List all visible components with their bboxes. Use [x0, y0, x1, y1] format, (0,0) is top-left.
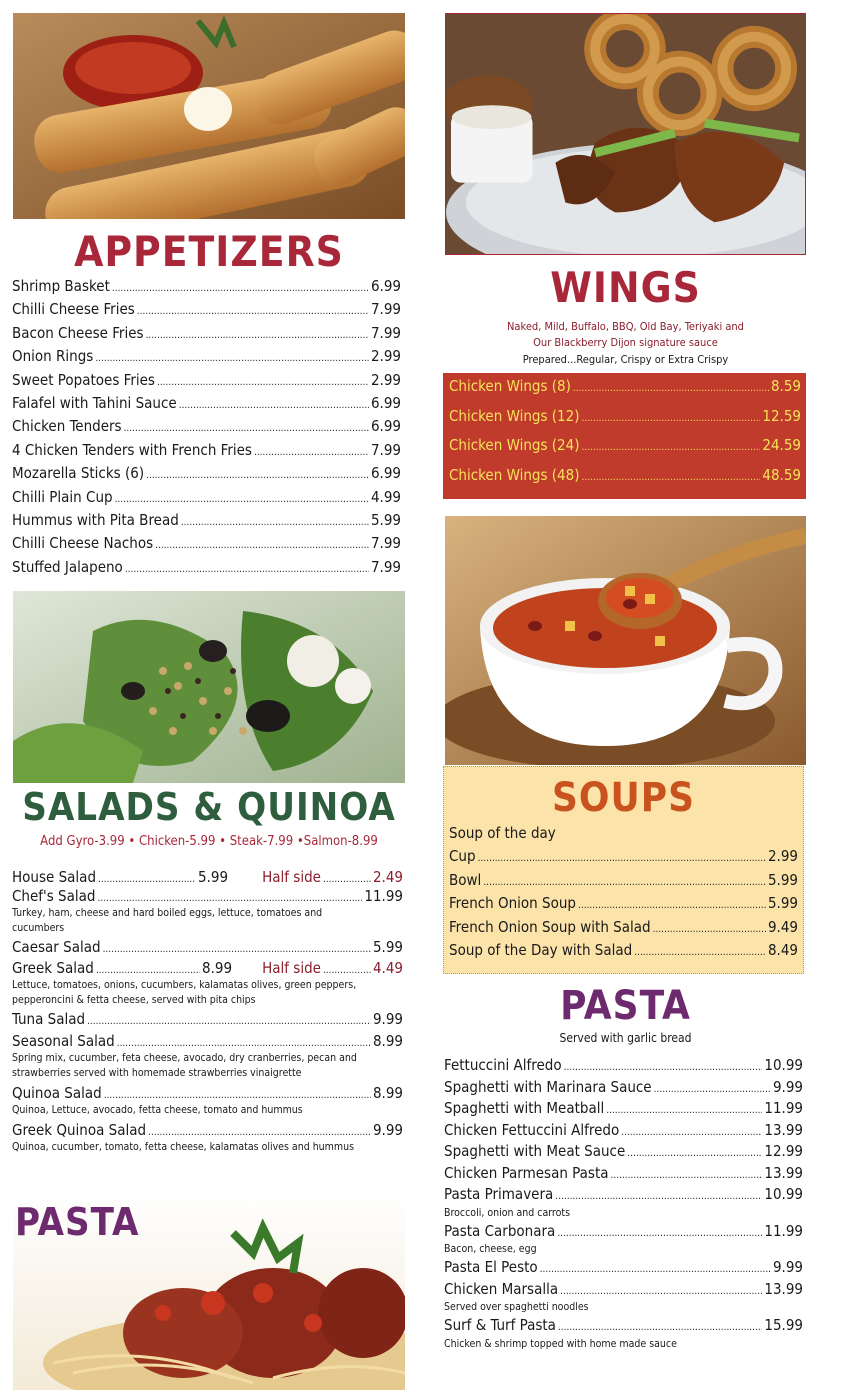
- appetizer-row: [12, 371, 401, 394]
- pasta-title: PASTA: [560, 983, 691, 1029]
- pasta-row-leader: [611, 1164, 763, 1182]
- salad-tuna: Tuna Salad ..... 9.99: [12, 1010, 403, 1029]
- appetizer-row: [12, 277, 401, 300]
- wings-row-name: Chicken Wings (12): [449, 406, 580, 425]
- appetizer-row-leader: [179, 394, 369, 412]
- salad-seasonal: Seasonal Salad ..... 8.99: [12, 1032, 403, 1051]
- appetizer-item: [12, 347, 401, 370]
- appetizer-item: [12, 558, 401, 581]
- pasta-row-name: Spaghetti with Meatball: [444, 1099, 605, 1117]
- pasta-row-leader: [564, 1056, 763, 1074]
- soup-row: [449, 871, 798, 894]
- pasta-row-price: 11.99: [764, 1221, 803, 1240]
- appetizer-item: [12, 441, 401, 464]
- salads-title: SALADS & QUINOA: [22, 785, 396, 829]
- wings-prepared: Prepared...Regular, Crispy or Extra Crispy: [522, 353, 729, 366]
- appetizer-row-price: 7.99: [370, 440, 401, 459]
- soup-row-name: French Onion Soup with Salad: [449, 917, 651, 936]
- pasta-row-name: Chicken Parmesan Pasta: [444, 1163, 609, 1182]
- pasta-row-name: Chicken Marsalla: [444, 1279, 559, 1298]
- appetizer-item: [12, 277, 401, 300]
- salad-photo: [13, 591, 405, 783]
- appetizer-item: [12, 511, 401, 534]
- appetizer-row-name: Onion Rings: [12, 347, 94, 366]
- pasta-row-leader: [557, 1222, 762, 1240]
- pasta-row: [444, 1280, 803, 1301]
- pasta-row-price: 9.99: [772, 1258, 803, 1276]
- soups-title: SOUPS: [551, 775, 695, 821]
- pasta-row-price: 10.99: [764, 1056, 803, 1074]
- wings-list: [449, 377, 801, 495]
- appetizer-row-price: 7.99: [370, 557, 401, 576]
- pasta-row-name: Pasta Carbonara: [444, 1221, 556, 1240]
- pasta-desc: Served over spaghetti noodles: [444, 1301, 589, 1313]
- appetizer-item: [12, 464, 401, 487]
- appetizer-row-price: 5.99: [370, 510, 401, 529]
- salad-caesar: Caesar Salad ..... 5.99: [12, 938, 403, 957]
- appetizer-row-price: 6.99: [370, 393, 401, 412]
- soup-row-price: 2.99: [767, 847, 798, 866]
- soup-of-day-label: Soup of the day: [449, 824, 556, 842]
- pasta-row-leader: [555, 1185, 762, 1203]
- appetizer-row-leader: [254, 441, 369, 459]
- salad-chefs-desc: Turkey, ham, cheese and hard boiled eggs, lettuce, tomatoes and cucumbers: [12, 907, 323, 934]
- appetizer-row-name: Sweet Popatoes Fries: [12, 370, 155, 389]
- pasta-row: [444, 1121, 803, 1142]
- salad-chefs: Chef's Salad ..... 11.99: [12, 887, 403, 906]
- soup-row-price: 8.49: [767, 940, 798, 959]
- salad-quinoa-desc: Quinoa, Lettuce, avocado, fetta cheese, tomato and hummus: [12, 1104, 303, 1116]
- appetizer-row-leader: [155, 534, 369, 552]
- appetizer-row-name: Mozarella Sticks (6): [12, 464, 145, 483]
- pasta-row-name: Chicken Fettuccini Alfredo: [444, 1120, 620, 1139]
- pasta-row-name: Spaghetti with Marinara Sauce: [444, 1077, 652, 1096]
- soup-row: [449, 847, 798, 870]
- soup-row-leader: [653, 918, 766, 936]
- appetizer-row: [12, 347, 401, 370]
- pasta-row-leader: [654, 1078, 771, 1096]
- soup-row-leader: [634, 941, 766, 959]
- appetizer-item: [12, 534, 401, 557]
- appetizer-row-leader: [95, 347, 369, 365]
- appetizer-row-price: 2.99: [370, 370, 401, 389]
- pasta-row-name: Fettuccini Alfredo: [444, 1056, 562, 1074]
- appetizers-list: [12, 277, 401, 581]
- appetizer-row: [12, 394, 401, 417]
- appetizer-row: [12, 534, 401, 557]
- appetizer-row-name: Chilli Cheese Fries: [12, 300, 135, 319]
- salads-addons: Add Gyro-3.99 • Chicken-5.99 • Steak-7.99 •Salmon-8.99: [40, 834, 378, 849]
- pasta-row-price: 9.99: [772, 1077, 803, 1096]
- salad-greek-quinoa: Greek Quinoa Salad ..... 9.99: [12, 1121, 403, 1140]
- pasta-row-price: 13.99: [764, 1279, 803, 1298]
- appetizer-row-name: Hummus with Pita Bread: [12, 510, 179, 529]
- appetizer-row: [12, 441, 401, 464]
- appetizer-row: [12, 300, 401, 323]
- appetizer-row-price: 6.99: [370, 464, 401, 483]
- appetizer-row-price: 6.99: [370, 417, 401, 436]
- wings-row: [449, 436, 801, 466]
- soup-row: [449, 941, 798, 964]
- pasta-row-name: Pasta Primavera: [444, 1185, 554, 1203]
- pasta-row-price: 13.99: [764, 1120, 803, 1139]
- pasta-row-price: 15.99: [764, 1316, 803, 1334]
- appetizer-row: [12, 464, 401, 487]
- wings-flavors-line2: Our Blackberry Dijon signature sauce: [533, 336, 718, 349]
- salad-house: House Salad ..... 5.99 Half side ..... 2.49: [12, 868, 403, 887]
- salad-greek-quinoa-desc: Quinoa, cucumber, tomato, fetta cheese, kalamatas olives and hummus: [12, 1141, 354, 1153]
- soup-row-leader: [483, 871, 766, 889]
- pasta-row-leader: [558, 1316, 762, 1334]
- appetizer-row: [12, 488, 401, 511]
- soup-row-price: 9.49: [767, 917, 798, 936]
- soups-list: [449, 824, 798, 964]
- appetizer-row-leader: [124, 417, 369, 435]
- wings-row: [449, 407, 801, 437]
- pasta-row-name: Spaghetti with Meat Sauce: [444, 1142, 626, 1160]
- pasta-row-leader: [627, 1142, 762, 1160]
- pasta-row: [444, 1316, 803, 1337]
- appetizer-row-name: Bacon Cheese Fries: [12, 323, 144, 342]
- appetizer-row-leader: [146, 324, 369, 342]
- appetizer-row-name: Falafel with Tahini Sauce: [12, 393, 177, 412]
- salad-quinoa: Quinoa Salad ..... 8.99: [12, 1084, 403, 1103]
- wings-row-name: Chicken Wings (24): [449, 436, 580, 454]
- appetizer-row-name: Chilli Cheese Nachos: [12, 534, 154, 553]
- appetizer-row-leader: [125, 558, 369, 576]
- pasta-row-name: Pasta El Pesto: [444, 1258, 538, 1276]
- soup-row: [449, 918, 798, 941]
- appetizer-row-price: 4.99: [370, 487, 401, 506]
- pasta-row-price: 10.99: [764, 1185, 803, 1203]
- appetizer-row-leader: [115, 488, 369, 506]
- appetizer-item: [12, 488, 401, 511]
- pasta-desc: Chicken & shrimp topped with home made sauce: [444, 1337, 677, 1350]
- appetizer-item: [12, 417, 401, 440]
- wings-row-price: 8.59: [770, 377, 801, 395]
- wings-photo: [445, 13, 806, 255]
- pasta-desc: Broccoli, onion and carrots: [444, 1206, 570, 1219]
- appetizer-item: [12, 371, 401, 394]
- pasta-row: [444, 1185, 803, 1206]
- wings-row: [449, 377, 801, 407]
- appetizer-row-leader: [157, 371, 369, 389]
- appetizer-row-price: 7.99: [370, 534, 401, 553]
- appetizer-row-name: Shrimp Basket: [12, 277, 110, 295]
- wings-price-box: [443, 373, 806, 499]
- wings-row: [449, 466, 801, 496]
- wings-row-name: Chicken Wings (48): [449, 465, 580, 484]
- pasta-row-name: Surf & Turf Pasta: [444, 1316, 556, 1334]
- wings-row-leader: [573, 377, 769, 395]
- soup-row-name: Cup: [449, 847, 476, 866]
- appetizer-row-price: 2.99: [370, 347, 401, 366]
- pasta-row: [444, 1078, 803, 1099]
- soup-row-name: Bowl: [449, 870, 482, 889]
- mozzarella-sticks-photo: [13, 13, 405, 219]
- appetizer-row: [12, 417, 401, 440]
- appetizer-row-name: 4 Chicken Tenders with French Fries: [12, 440, 252, 459]
- wings-row-leader: [581, 407, 760, 425]
- appetizer-row-price: 7.99: [370, 300, 401, 319]
- pasta-row-price: 13.99: [764, 1163, 803, 1182]
- appetizer-item: [12, 300, 401, 323]
- wings-row-price: 12.59: [762, 406, 801, 425]
- pasta-row: [444, 1258, 803, 1279]
- appetizer-row-name: Chicken Tenders: [12, 417, 122, 436]
- pasta-row-leader: [621, 1121, 762, 1139]
- appetizer-item: [12, 394, 401, 417]
- pasta-row-leader: [606, 1099, 762, 1117]
- appetizer-row-name: Stuffed Jalapeno: [12, 557, 123, 576]
- soup-row-price: 5.99: [767, 894, 798, 913]
- appetizer-row: [12, 558, 401, 581]
- soup-row-price: 5.99: [767, 870, 798, 889]
- salad-greek-desc: Lettuce, tomatoes, onions, cucumbers, kalamatas olives, green peppers, pepperoncini & fetta cheese, served with pita chips: [12, 979, 357, 1006]
- pasta-banner-title: PASTA: [15, 1200, 140, 1244]
- pasta-list: [444, 1056, 803, 1352]
- soup-row-name: French Onion Soup: [449, 894, 576, 913]
- soup-row-leader: [478, 847, 766, 865]
- pasta-row: [444, 1222, 803, 1243]
- wings-row-price: 48.59: [762, 465, 801, 484]
- pasta-row: [444, 1056, 803, 1077]
- appetizer-row-leader: [137, 300, 369, 318]
- pasta-row-leader: [540, 1258, 771, 1276]
- appetizers-title: APPETIZERS: [74, 227, 344, 276]
- appetizer-item: [12, 324, 401, 347]
- wings-flavors-line1: Naked, Mild, Buffalo, BBQ, Old Bay, Teriyaki and: [507, 320, 744, 333]
- pasta-desc: Bacon, cheese, egg: [444, 1243, 537, 1255]
- salad-greek: Greek Salad ..... 8.99 Half side ..... 4.49: [12, 959, 403, 978]
- appetizer-row-name: Chilli Plain Cup: [12, 487, 113, 506]
- wings-row-leader: [581, 466, 760, 484]
- soup-row-leader: [578, 894, 766, 912]
- wings-row-leader: [581, 436, 760, 454]
- pasta-row-price: 11.99: [764, 1099, 803, 1117]
- appetizer-row: [12, 511, 401, 534]
- salad-seasonal-desc: Spring mix, cucumber, feta cheese, avocado, dry cranberries, pecan and strawberries served with homemade strawberries vinaigrette: [12, 1052, 357, 1079]
- pasta-subtitle: Served with garlic bread: [559, 1031, 692, 1045]
- pasta-row: [444, 1142, 803, 1163]
- appetizer-row-leader: [181, 511, 369, 529]
- soup-row: [449, 894, 798, 917]
- appetizer-row-price: 7.99: [370, 323, 401, 342]
- appetizer-row-leader: [112, 277, 369, 295]
- soups-box: [443, 766, 804, 974]
- pasta-row: [444, 1099, 803, 1120]
- wings-row-name: Chicken Wings (8): [449, 377, 571, 395]
- pasta-row-leader: [560, 1280, 762, 1298]
- soup-row-name: Soup of the Day with Salad: [449, 940, 633, 959]
- pasta-row-price: 12.99: [764, 1142, 803, 1160]
- pasta-row: [444, 1164, 803, 1185]
- appetizer-row-leader: [146, 464, 369, 482]
- salads-list: [12, 868, 403, 1155]
- wings-row-price: 24.59: [762, 436, 801, 454]
- soup-photo: [445, 516, 806, 765]
- wings-title: WINGS: [550, 263, 701, 312]
- appetizer-row-price: 6.99: [370, 277, 401, 295]
- appetizer-row: [12, 324, 401, 347]
